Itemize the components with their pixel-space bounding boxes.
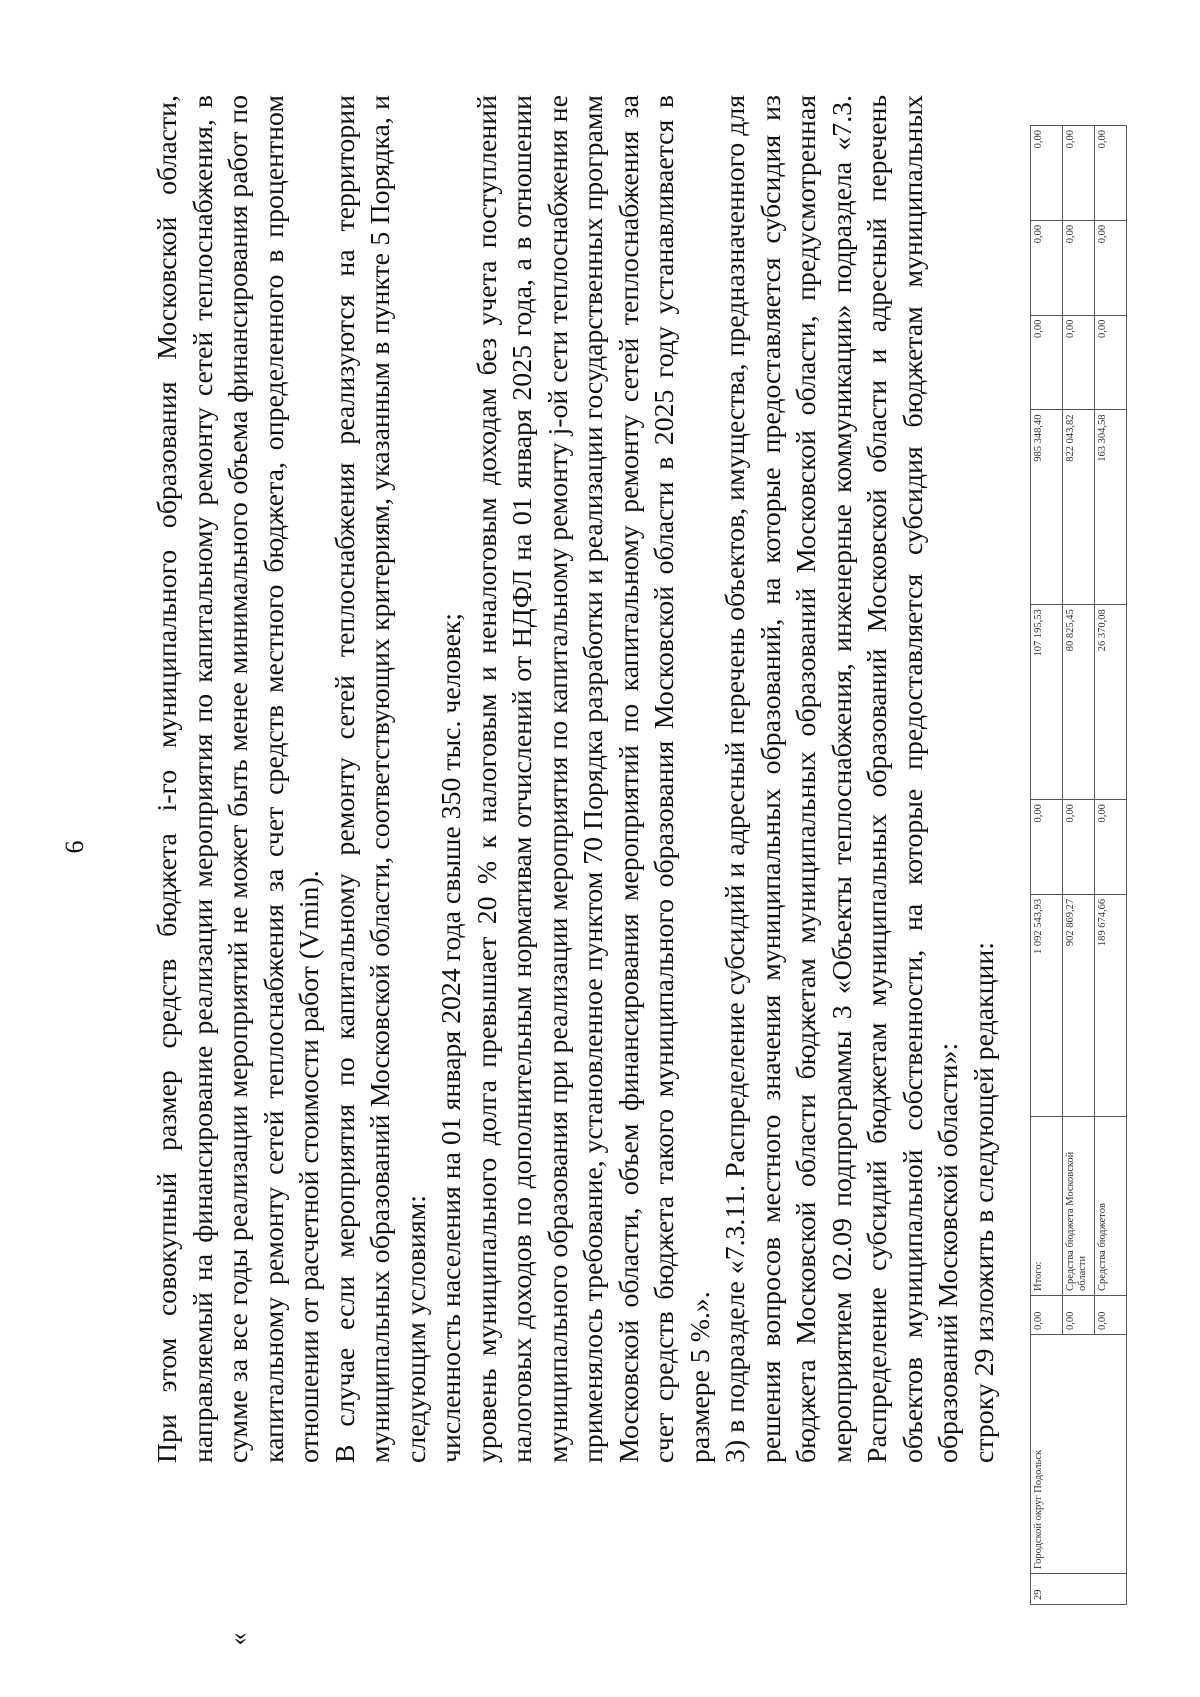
table-cell: 822 043,82 [1063,410,1095,605]
table-cell: 107 195,53 [1031,605,1063,800]
table-cell: 189 674,66 [1095,894,1127,1116]
table-cell: 0,00 [1063,220,1095,315]
table-cell: 0,00 [1031,126,1063,221]
table-cell: 0,00 [1031,1296,1063,1335]
table-cell: 0,00 [1063,315,1095,410]
table-row [1031,126,1063,1605]
subsidy-table [1030,125,1127,1605]
table-cell: 0,00 [1031,800,1063,895]
table-cell: 80 825,45 [1063,605,1095,800]
table-cell: 1 092 543,93 [1031,894,1063,1116]
table-cell: Итого: [1031,1117,1063,1296]
table-cell: 985 348,40 [1031,410,1063,605]
opening-quote: « [223,1632,253,1646]
table-cell: 0,00 [1095,315,1127,410]
paragraph-5: 3) в подразделе «7.3.11. Распределение субсидий и адресный перечень объектов, имущества, предназначенного для решения вопросов местного значения муниципальных образований, на которые предоставляется субсидия из бюджета Московской области бюджетам муниципальных образований Московской области, предусмотренная мероприятием 02.09 подпрограммы 3 «Объекты теплоснабжения, инженерные коммуникации» подраздела «7.3. Распределение субсидий бюджетам муниципальных образований Московской области и адресный перечень объектов муниципальной собственности, на которые предоставляется субсидия бюджетам муниципальных образований Московской области»: [720,95,964,1463]
table-cell: 902 869,27 [1063,894,1095,1116]
municipality-cell: Городской округ Подольск [1031,1335,1127,1574]
row-number-cell: 29 [1031,1574,1127,1605]
table-cell: 163 304,58 [1095,410,1127,605]
table-cell: 0,00 [1031,220,1063,315]
table-cell: 26 370,08 [1095,605,1127,800]
paragraph-3: численность населения на 01 января 2024 года свыше 350 тыс. человек; [436,612,467,1463]
table-cell: 0,00 [1095,800,1127,895]
paragraph-6: строку 29 изложить в следующей редакции: [968,942,1000,1463]
table-cell: 0,00 [1031,315,1063,410]
table-cell: 0,00 [1063,800,1095,895]
table-cell: 0,00 [1095,126,1127,221]
paragraph-4: уровень муниципального долга превышает 20 % к налоговым и неналоговым доходам без учета поступлений налоговых доходов по дополнительным нормативам отчислений от НДФЛ на 01 января 2025 года, а в отношении муниципального образования при реализации мероприятия по капитальному ремонту j-ой сети теплоснабжения не применялось требование, установленное пунктом 70 Порядка разработки и реализации государственных программ Московской области, объем финансирования мероприятий по капитальному ремонту сетей теплоснабжения за счет средств бюджета такого муниципального образования Московской области в 2025 году устанавливается в размере 5 %.». [471,95,716,1463]
paragraph-2: В случае если мероприятия по капитальному ремонту сетей теплоснабжения реализуются на территории муниципальных образований Московской области, соответствующих критериям, указанным в пункте 5 Порядка, и следующим условиям: [329,95,432,1463]
table-cell: 0,00 [1095,1296,1127,1335]
table-cell: Средства бюджетов [1095,1117,1127,1296]
table-cell: Средства бюджета Московской области [1063,1117,1095,1296]
body-text [150,95,1002,1555]
table-fragment [1030,125,1127,1605]
table-cell: 0,00 [1063,126,1095,221]
page-number: 6 [60,840,89,854]
table-cell: 0,00 [1063,1296,1095,1335]
paragraph-1: При этом совокупный размер средств бюджета i-го муниципального образования Московской области, направляемый на финансирование реализации мероприятия по капитальному ремонту сетей теплоснабжения, в сумме за все годы реализации мероприятий не может быть менее минимального объема финансирования работ по капитальному ремонту сетей теплоснабжения за счет средств местного бюджета, определенного в процентном отношении от расчетной стоимости работ (Vmin). [152,95,325,1463]
table-cell: 0,00 [1095,220,1127,315]
